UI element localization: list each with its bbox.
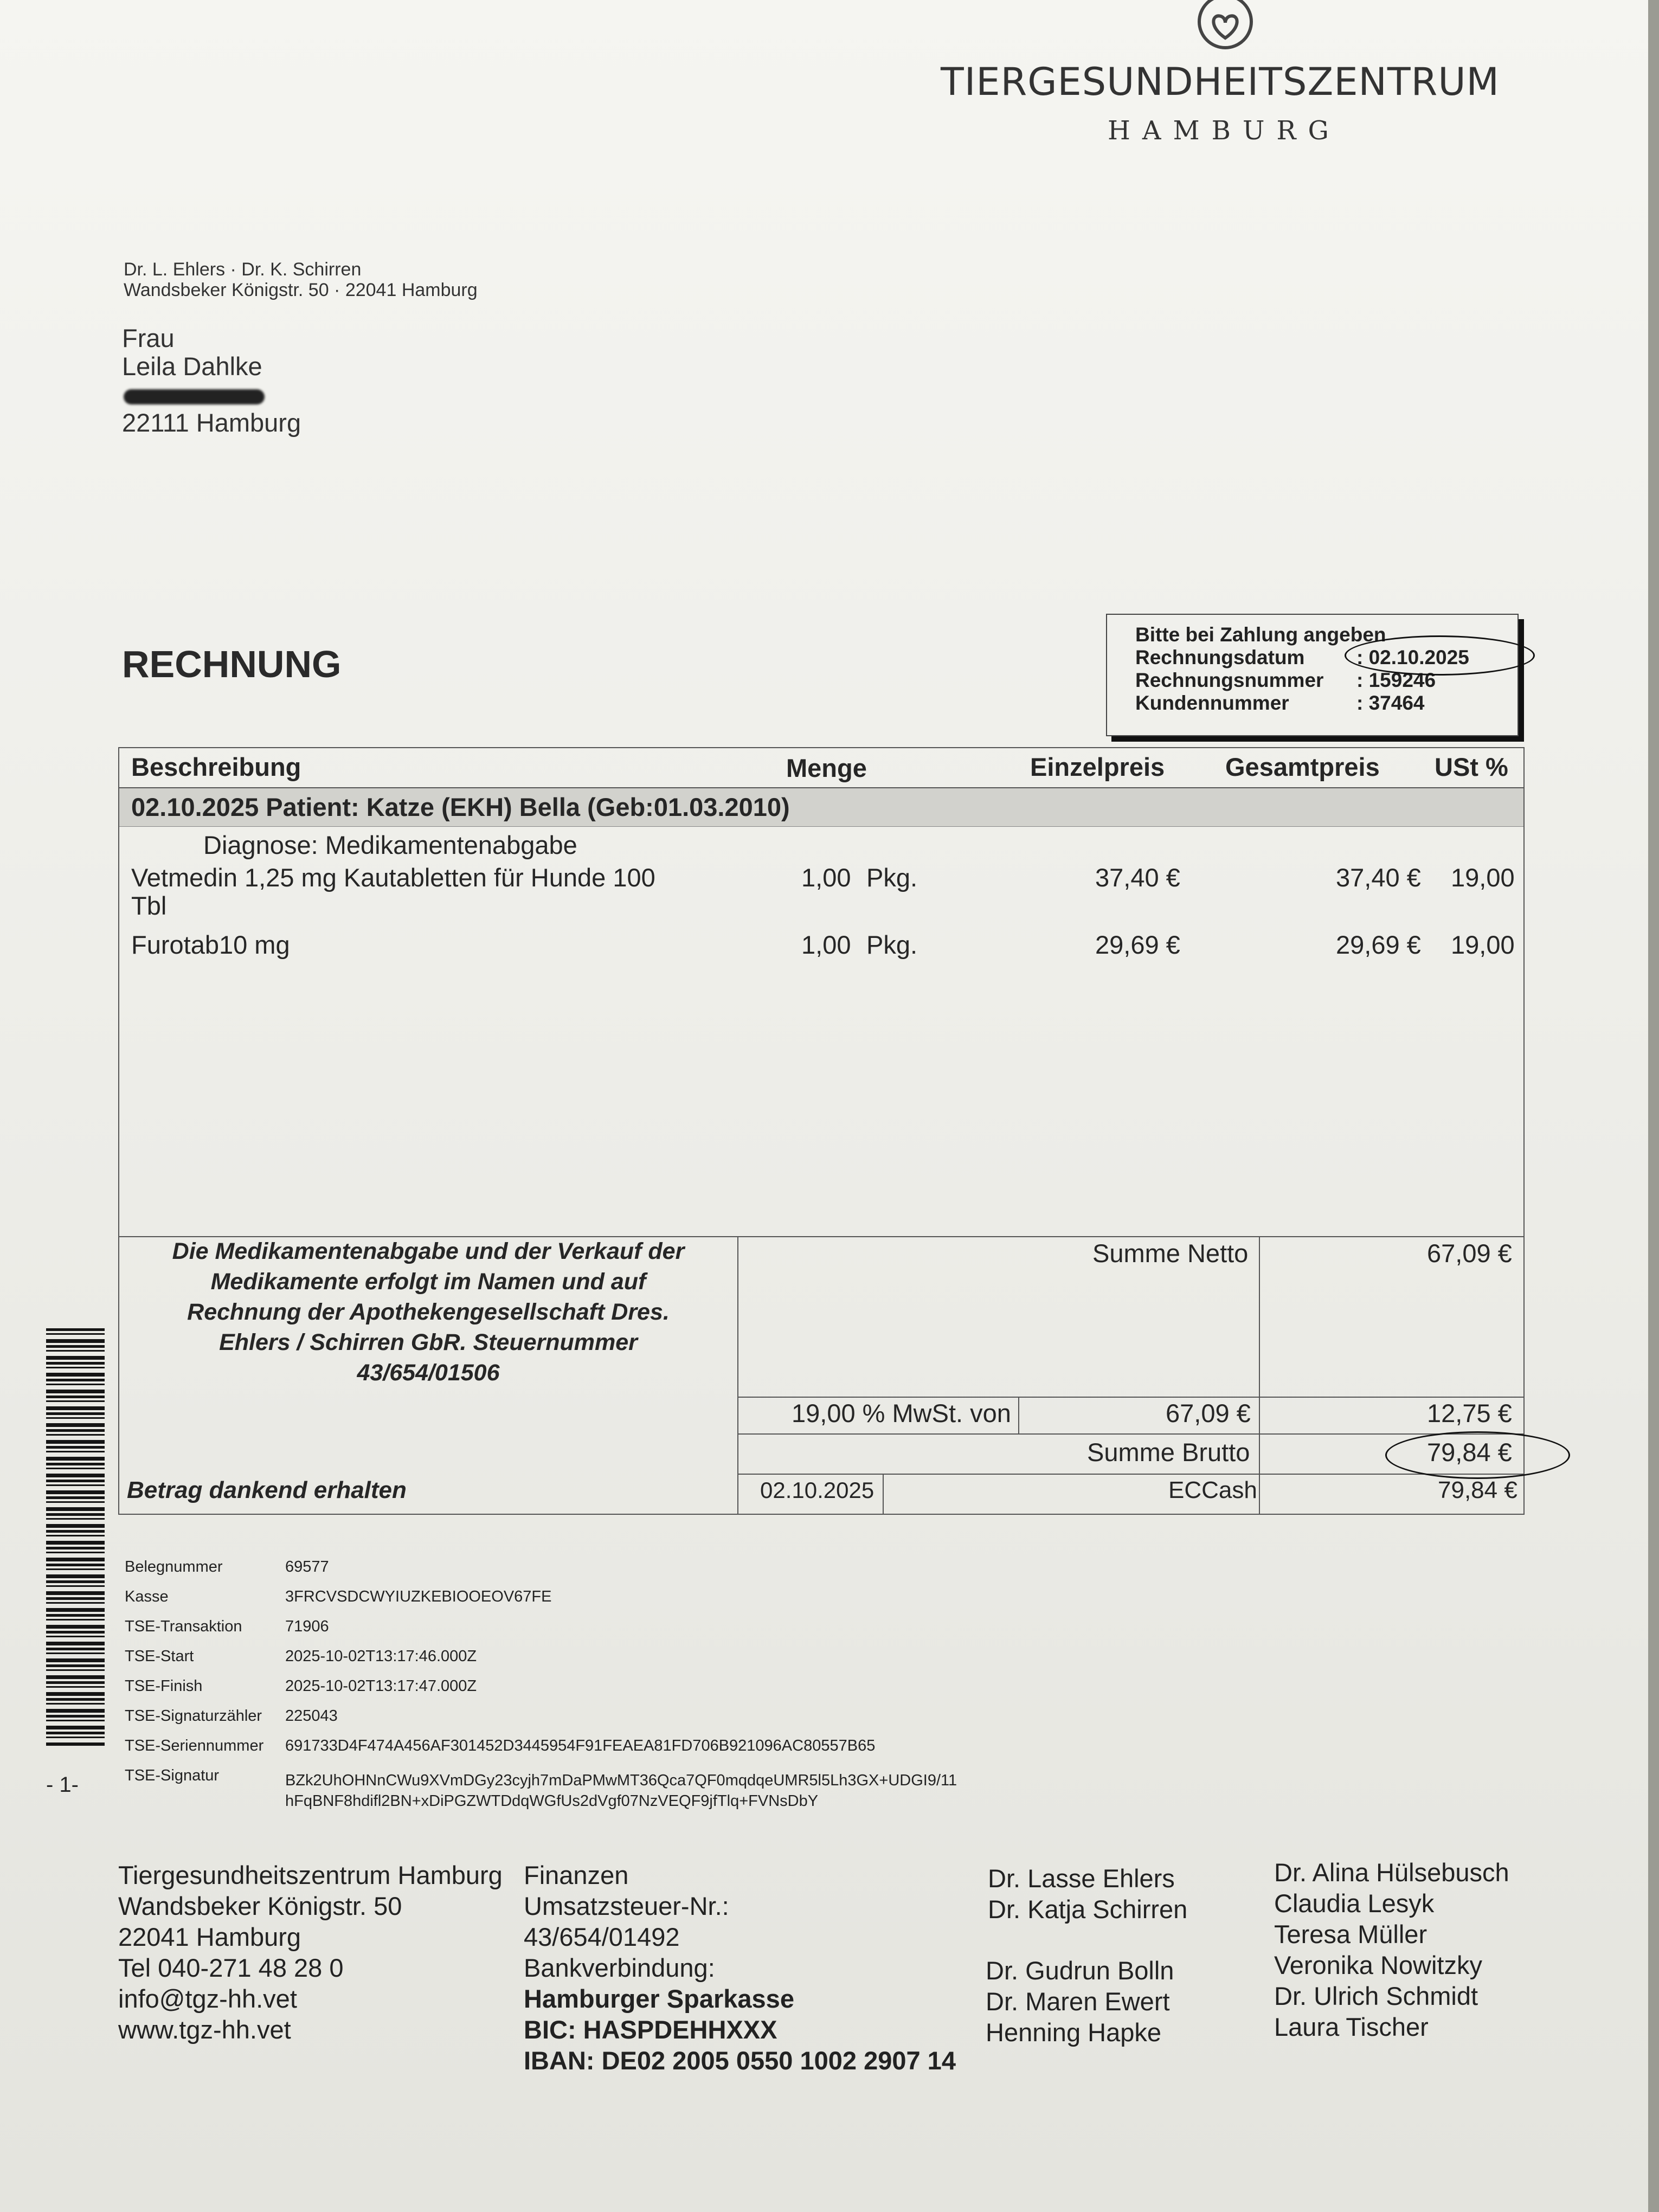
tse-label: Belegnummer xyxy=(125,1558,223,1576)
vat-value: 12,75 € xyxy=(1427,1399,1512,1427)
footer-line: Dr. Maren Ewert xyxy=(986,1987,1170,2016)
footer-line: Finanzen xyxy=(524,1861,629,1889)
invoice-date-value: : 02.10.2025 xyxy=(1356,646,1469,668)
footer-line: Dr. Alina Hülsebusch xyxy=(1274,1858,1509,1887)
footer-line: 22041 Hamburg xyxy=(118,1922,301,1951)
item-unit-price: 37,40 € xyxy=(1095,863,1180,892)
summary-vdivider xyxy=(737,1236,738,1514)
tse-label: TSE-Finish xyxy=(125,1677,203,1695)
handwritten-circle-total xyxy=(1385,1431,1570,1479)
barcode xyxy=(46,1328,105,1746)
tse-label: TSE-Transaktion xyxy=(125,1618,242,1635)
footer-line: Dr. Gudrun Bolln xyxy=(986,1956,1174,1985)
item-unit-price: 29,69 € xyxy=(1095,930,1180,959)
recipient-city: 22111 Hamburg xyxy=(122,408,301,437)
invoice-table xyxy=(118,747,1525,1515)
note-line: Ehlers / Schirren GbR. Steuernummer xyxy=(219,1329,638,1355)
tse-value: 71906 xyxy=(285,1618,329,1635)
recipient-salutation: Frau xyxy=(122,324,175,352)
clinic-city: HAMBURG xyxy=(1108,115,1341,146)
tse-label: TSE-Start xyxy=(125,1648,194,1665)
sender-address xyxy=(124,259,478,300)
note-line: Rechnung der Apothekengesellschaft Dres. xyxy=(187,1299,670,1325)
footer-line: Wandsbeker Königstr. 50 xyxy=(118,1892,402,1920)
tse-value: 225043 xyxy=(285,1707,338,1725)
invoice-number-value: : 159246 xyxy=(1356,669,1436,691)
footer-line: Claudia Lesyk xyxy=(1274,1889,1435,1918)
note-line: Die Medikamentenabgabe und der Verkauf der xyxy=(172,1238,685,1264)
item-total-price: 29,69 € xyxy=(1336,930,1421,959)
redaction-mark xyxy=(124,389,265,404)
item-description-cont: Tbl xyxy=(131,891,167,920)
recipient-name: Leila Dahlke xyxy=(122,352,262,381)
customer-number-label: Kundennummer xyxy=(1135,692,1289,714)
header-quantity: Menge xyxy=(786,754,867,782)
customer-number-value: : 37464 xyxy=(1356,692,1425,714)
summary-row-line xyxy=(737,1474,1523,1475)
sender-line: Dr. L. Ehlers · Dr. K. Schirren xyxy=(124,259,362,280)
footer-line: Bankverbindung: xyxy=(524,1953,715,1982)
item-total-price: 37,40 € xyxy=(1336,863,1421,892)
net-label: Summe Netto xyxy=(1092,1239,1249,1268)
payment-date: 02.10.2025 xyxy=(760,1477,874,1503)
footer-line: Laura Tischer xyxy=(1274,2012,1429,2041)
header-total-price: Gesamtpreis xyxy=(1225,753,1380,781)
tse-value: 2025-10-02T13:17:47.000Z xyxy=(285,1677,477,1695)
footer-line: Umsatzsteuer-Nr.: xyxy=(524,1892,729,1920)
summary-vdivider xyxy=(1018,1397,1019,1433)
footer-vets-b xyxy=(986,1955,1174,2048)
footer-line: 43/654/01492 xyxy=(524,1922,680,1951)
footer-line: Dr. Katja Schirren xyxy=(988,1895,1188,1924)
footer-line: Veronika Nowitzky xyxy=(1274,1951,1482,1979)
footer-line: IBAN: DE02 2005 0550 1002 2907 14 xyxy=(524,2046,956,2075)
clinic-name: TIERGESUNDHEITSZENTRUM xyxy=(941,60,1500,104)
header-unit-price: Einzelpreis xyxy=(1030,753,1165,781)
vat-base: 67,09 € xyxy=(1166,1399,1251,1427)
sender-line: Wandsbeker Königstr. 50 · 22041 Hamburg xyxy=(124,280,478,300)
tse-value: 69577 xyxy=(285,1558,329,1576)
header-description: Beschreibung xyxy=(131,753,301,781)
recipient-address xyxy=(122,324,301,437)
summary-vdivider xyxy=(883,1474,884,1514)
tse-value-cont: hFqBNF8hdifl2BN+xDiPGZWTDdqWGfUs2dVgf07NzVEQF9jfTlq+FVNsDbY xyxy=(285,1792,819,1810)
tse-value: 2025-10-02T13:17:46.000Z xyxy=(285,1648,477,1665)
payment-value: 79,84 € xyxy=(1438,1477,1517,1503)
footer-line: BIC: HASPDEHHXXX xyxy=(524,2015,777,2044)
table-header xyxy=(119,748,1523,788)
tse-value: 691733D4F474A456AF301452D3445954F91FEAEA81FD706B921096AC80557B65 xyxy=(285,1737,876,1754)
handwritten-circle-date xyxy=(1345,635,1535,676)
footer-line: Dr. Ulrich Schmidt xyxy=(1274,1982,1478,2010)
item-quantity: 1,00 xyxy=(801,930,851,959)
pharmacy-note xyxy=(119,1236,737,1388)
net-value: 67,09 € xyxy=(1427,1239,1512,1268)
note-line: 43/654/01506 xyxy=(357,1360,500,1386)
item-vat: 19,00 xyxy=(1451,930,1515,959)
document-title: RECHNUNG xyxy=(122,643,342,685)
footer-vets-a xyxy=(988,1863,1187,1925)
invoice-number-label: Rechnungsnummer xyxy=(1135,669,1324,691)
summary-row-line xyxy=(737,1433,1523,1435)
header-vat: USt % xyxy=(1435,753,1508,781)
footer-line: www.tgz-hh.vet xyxy=(118,2015,291,2044)
patient-line: 02.10.2025 Patient: Katze (EKH) Bella (Geb:01.03.2010) xyxy=(131,793,790,821)
footer-line: Hamburger Sparkasse xyxy=(524,1984,794,2013)
tse-value: BZk2UhOHNnCWu9XVmDGy23cyjh7mDaPMwMT36Qca7QF0mqdqeUMR5l5Lh3GX+UDGI9/11 xyxy=(285,1772,957,1789)
item-unit: Pkg. xyxy=(866,863,918,892)
tse-value: 3FRCVSDCWYIUZKEBIOOEOV67FE xyxy=(285,1588,552,1605)
item-description: Vetmedin 1,25 mg Kautabletten für Hunde 100 xyxy=(131,863,655,892)
footer-line: Teresa Müller xyxy=(1274,1920,1427,1949)
footer-address xyxy=(118,1860,503,2045)
footer-line: Tel 040-271 48 28 0 xyxy=(118,1953,344,1982)
page-number: - 1- xyxy=(46,1773,79,1797)
note-line: Medikamente erfolgt im Namen und auf xyxy=(210,1269,646,1295)
item-description: Furotab10 mg xyxy=(131,930,290,959)
invoice-date-label: Rechnungsdatum xyxy=(1135,646,1305,668)
heart-paw-icon xyxy=(1187,0,1263,54)
gross-value: 79,84 € xyxy=(1427,1438,1512,1467)
summary-row-line xyxy=(737,1397,1523,1398)
payment-method: ECCash xyxy=(1168,1477,1257,1503)
tse-label: Kasse xyxy=(125,1588,169,1605)
tse-label: TSE-Signatur xyxy=(125,1767,220,1784)
tse-label: TSE-Signaturzähler xyxy=(125,1707,262,1725)
patient-row xyxy=(119,788,1523,827)
gross-label: Summe Brutto xyxy=(1087,1438,1250,1467)
vat-label: 19,00 % MwSt. von xyxy=(792,1399,1011,1427)
footer-line: Tiergesundheitszentrum Hamburg xyxy=(118,1861,503,1889)
footer-line: Henning Hapke xyxy=(986,2018,1161,2047)
received-note: Betrag dankend erhalten xyxy=(127,1477,407,1503)
item-unit: Pkg. xyxy=(866,930,918,959)
footer-finance xyxy=(524,1860,956,2076)
payment-info-title: Bitte bei Zahlung angeben xyxy=(1135,623,1386,646)
footer-line: info@tgz-hh.vet xyxy=(118,1984,297,2013)
item-quantity: 1,00 xyxy=(801,863,851,892)
tse-label: TSE-Seriennummer xyxy=(125,1737,264,1754)
summary-vdivider xyxy=(1259,1236,1260,1514)
diagnosis: Diagnose: Medikamentenabgabe xyxy=(203,831,577,859)
item-vat: 19,00 xyxy=(1451,863,1515,892)
footer-line: Dr. Lasse Ehlers xyxy=(988,1864,1175,1893)
footer-staff xyxy=(1274,1857,1509,2042)
